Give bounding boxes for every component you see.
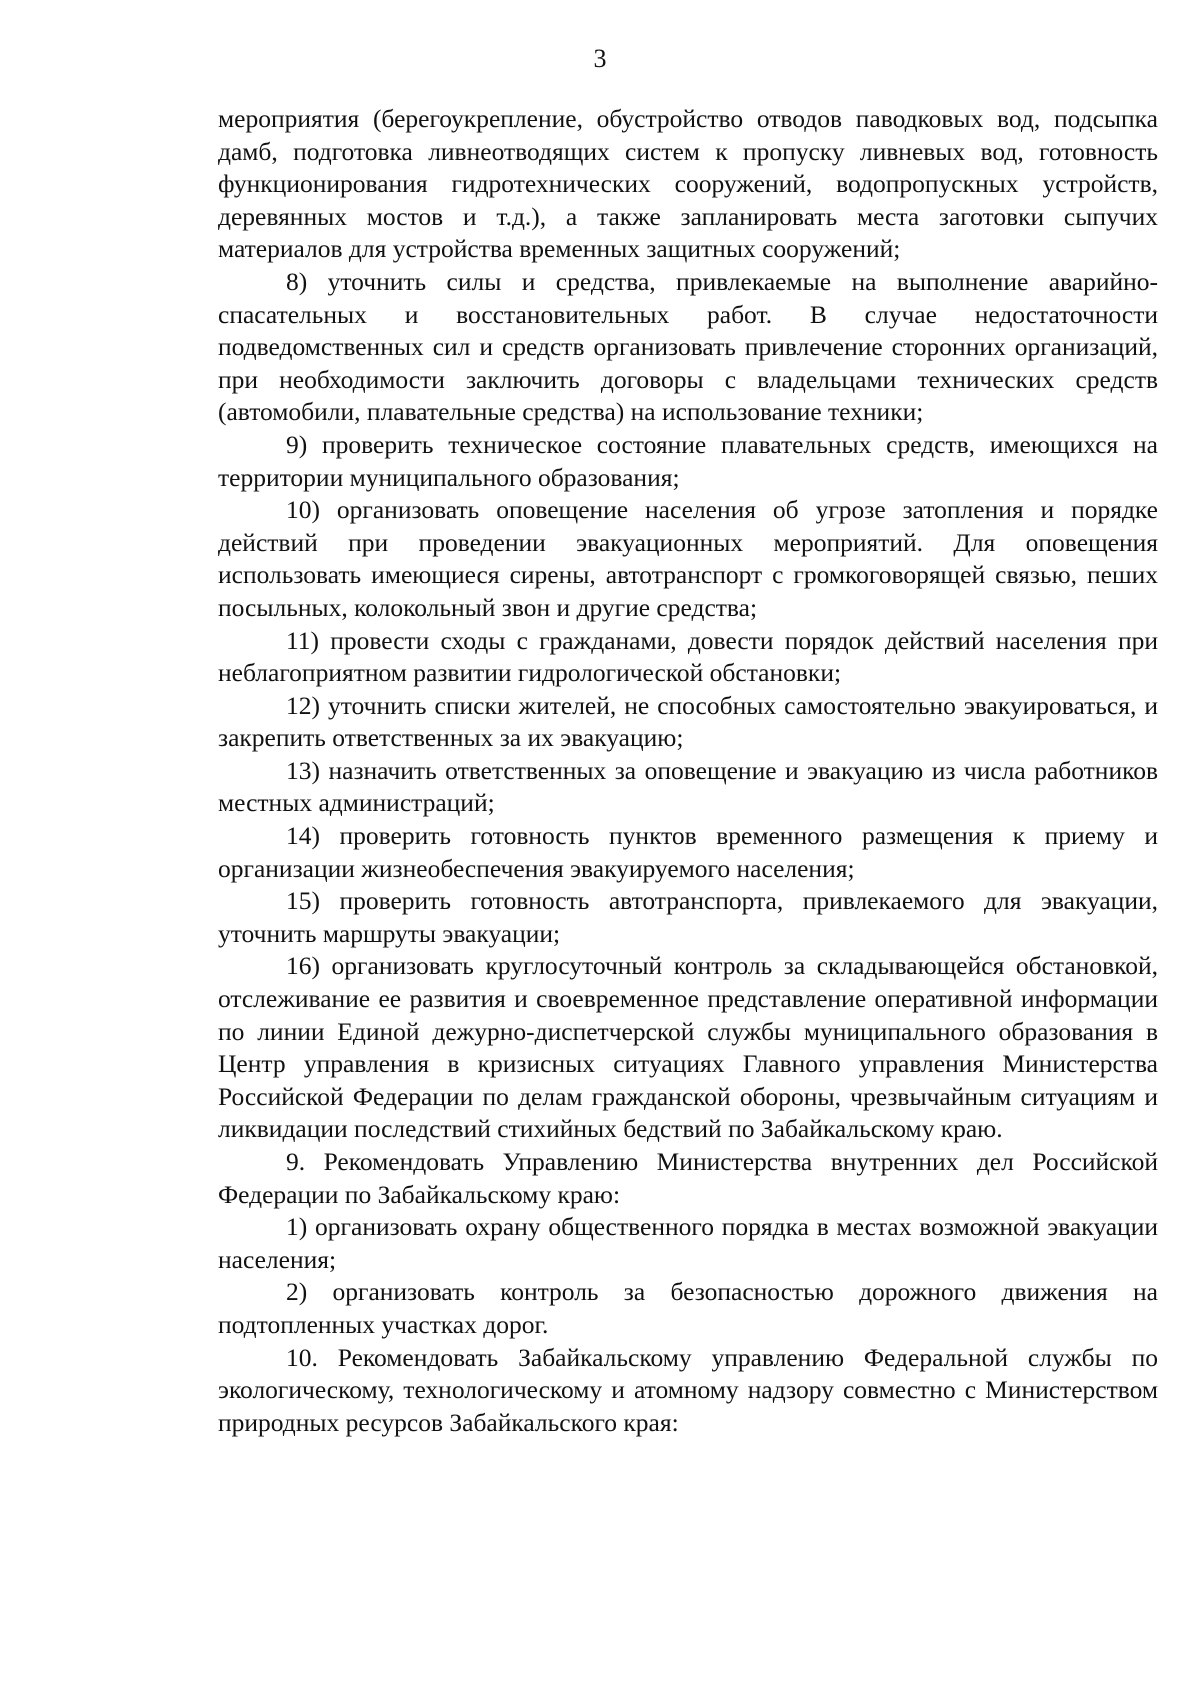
paragraph-section-10: 10. Рекомендовать Забайкальскому управлению Федеральной службы по экологическому, технологическому и атомному надзору совместно с Министерством природных ресурсов Забайкальского края: [218,1342,1158,1437]
paragraph-item-11: 11) провести сходы с гражданами, довести порядок действий населения при неблагоприятном развитии гидрологической обстановки; [218,625,1158,688]
paragraph-item-8: 8) уточнить силы и средства, привлекаемые на выполнение аварийно-спасательных и восстановительных работ. В случае недостаточности подведомственных сил и средств организовать привлечение сторонних организаций, при необходимости заключить договоры с владельцами технических средств (автомобили, плавательные средства) на использование техники; [218,266,1158,427]
paragraph-section-9-item-1: 1) организовать охрану общественного порядка в местах возможной эвакуации населения; [218,1212,1158,1274]
paragraph-item-15: 15) проверить готовность автотранспорта, привлекаемого для эвакуации, уточнить маршруты эвакуации; [218,886,1158,948]
paragraph-section-9-item-2: 2) организовать контроль за безопасностью дорожного движения на подтопленных участках дорог. [218,1277,1158,1339]
paragraph-item-12: 12) уточнить списки жителей, не способных самостоятельно эвакуироваться, и закрепить ответственных за их эвакуацию; [218,690,1158,753]
paragraph-item-13: 13) назначить ответственных за оповещение и эвакуацию из числа работников местных администраций; [218,755,1158,818]
paragraph-item-9: 9) проверить техническое состояние плавательных средств, имеющихся на территории муниципального образования; [218,429,1158,492]
paragraph-item-16: 16) организовать круглосуточный контроль за складывающейся обстановкой, отслеживание ее развития и своевременное представление оперативной информации по линии Единой дежурно-диспетчерской службы муниципального образования в Центр управления в кризисных ситуациях Главного управления Министерства Российской Федерации по делам гражданской обороны, чрезвычайным ситуациям и ликвидации последствий стихийных бедствий по Забайкальскому краю. [218,951,1158,1144]
paragraph-continuation: мероприятия (берегоукрепление, обустройство отводов паводковых вод, подсыпка дамб, подготовка ливнеотводящих систем к пропуску ливневых вод, готовность функционирования гидротехнических сооружений, водопропускных устройств, деревянных мостов и т.д.), а также запланировать места заготовки сыпучих материалов для устройства временных защитных сооружений; [218,104,1158,264]
paragraph-item-10: 10) организовать оповещение населения об угрозе затопления и порядке действий при проведении эвакуационных мероприятий. Для оповещения использовать имеющиеся сирены, автотранспорт с громкоговорящей связью, пеших посыльных, колокольный звон и другие средства; [218,495,1158,622]
document-body [218,103,1158,1439]
paragraph-section-9: 9. Рекомендовать Управлению Министерства внутренних дел Российской Федерации по Забайкальскому краю: [218,1147,1158,1209]
page-number: 3 [593,44,607,73]
paragraph-item-14: 14) проверить готовность пунктов временного размещения к приему и организации жизнеобеспечения эвакуируемого населения; [218,821,1158,883]
